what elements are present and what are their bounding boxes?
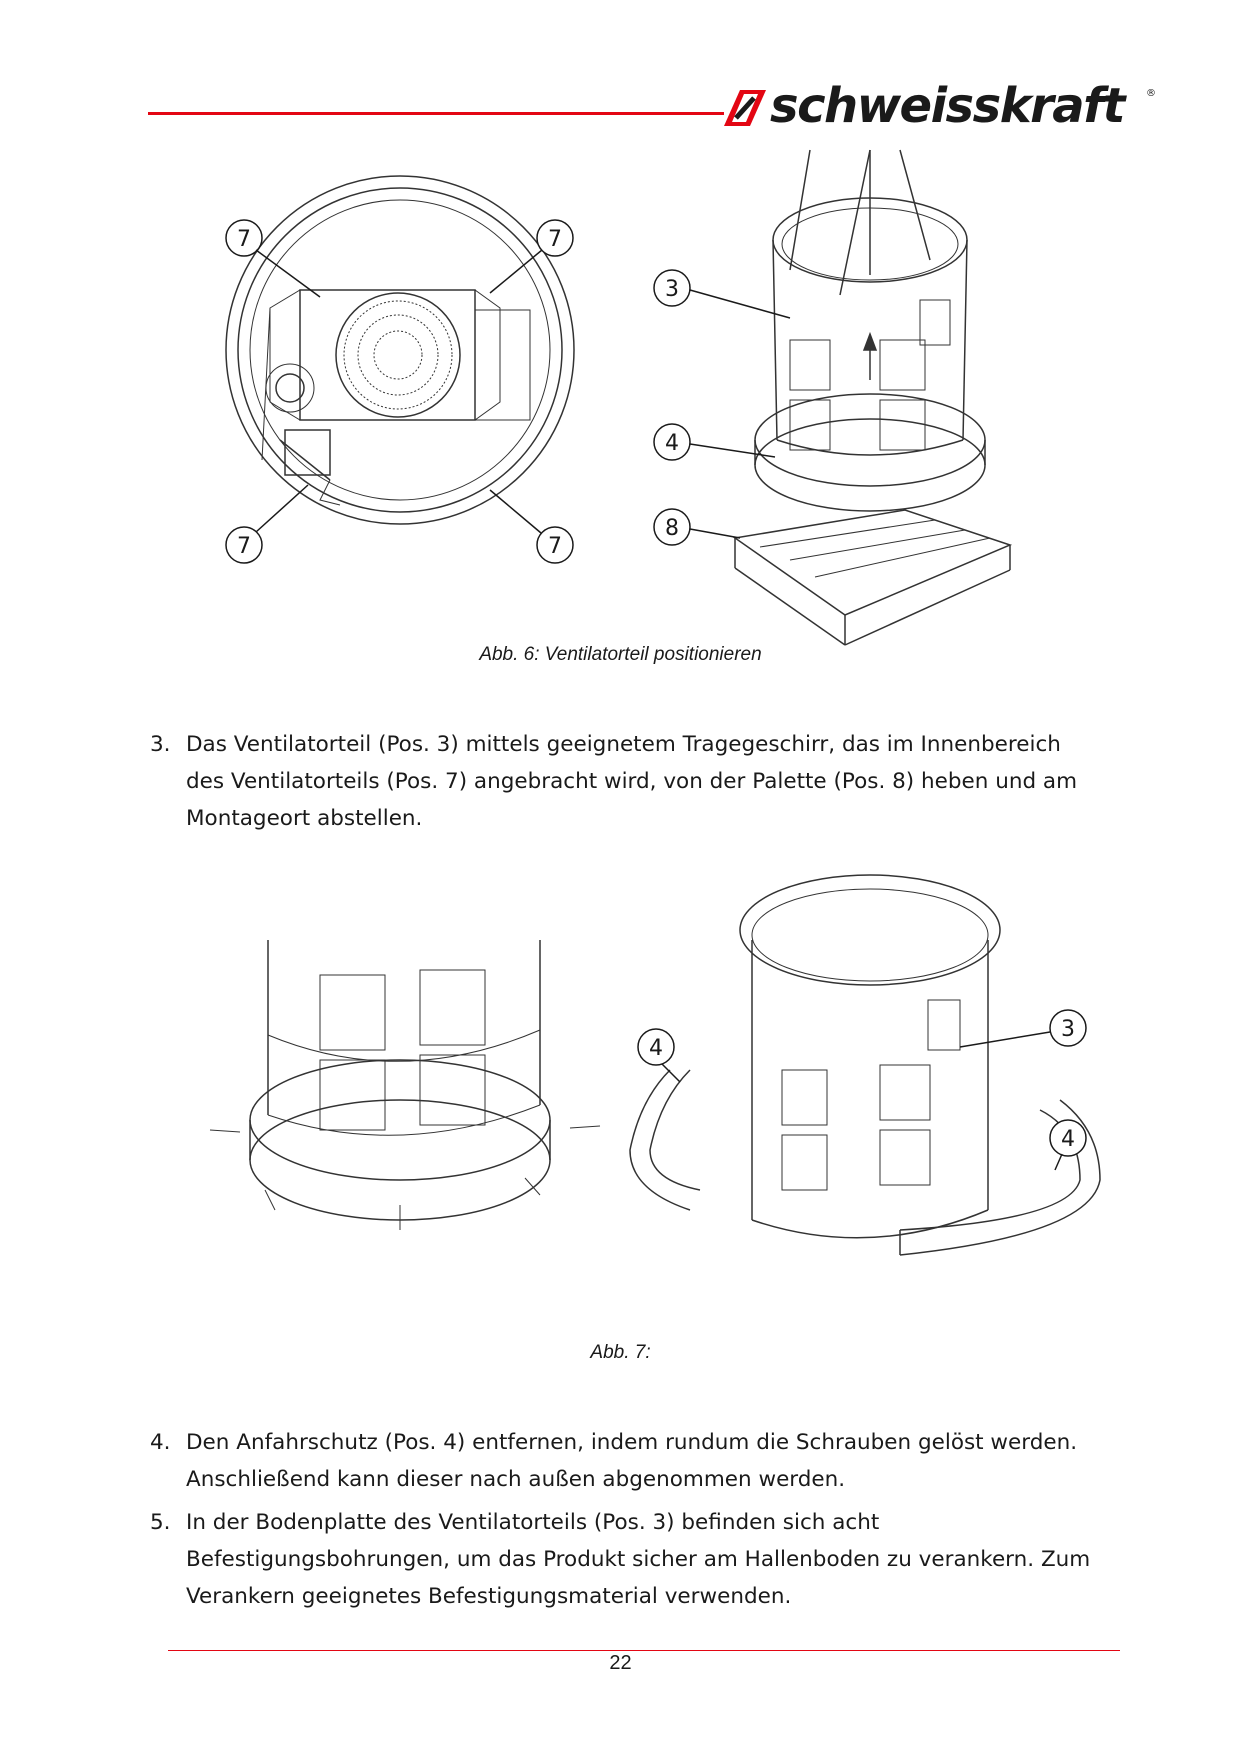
step-number: 5. (150, 1510, 171, 1535)
header-rule (148, 112, 724, 115)
ventilator-guard-view (630, 875, 1100, 1255)
figure-6-caption: Abb. 6: Ventilatorteil positionieren (479, 644, 762, 665)
callout-3: 3 (665, 277, 679, 302)
base-detail-view (210, 940, 600, 1230)
ventilator-top-view (226, 176, 574, 524)
logo-mark-icon (722, 88, 768, 128)
callout-7a: 7 (237, 227, 251, 252)
step-4 (150, 1424, 1100, 1504)
callout-3: 3 (1061, 1017, 1075, 1042)
callouts-right (654, 270, 790, 545)
callout-4-left: 4 (649, 1036, 663, 1061)
callouts-fig7 (638, 1010, 1086, 1170)
figure-6 (0, 140, 1241, 640)
callout-8: 8 (665, 516, 679, 541)
step-number: 3. (150, 732, 171, 757)
figure-7-drawing (0, 860, 1241, 1320)
step-5 (150, 1504, 1100, 1624)
figure-6-drawing (0, 140, 1241, 640)
step-text: Das Ventilatorteil (Pos. 3) mittels geeignetem Tragegeschirr, das im Innenbereich des Ventilatorteils (Pos. 7) angebracht wird, von der Palette (Pos. 8) heben und am Montageort abstellen. (186, 732, 1078, 831)
step-text: In der Bodenplatte des Ventilatorteils (Pos. 3) befinden sich acht Befestigungsbohrungen, um das Produkt sicher am Hallenboden zu verankern. Zum Verankern geeignetes Befestigungsmaterial verwenden. (186, 1510, 1091, 1609)
brand-name: schweisskraft (770, 78, 1124, 134)
callout-4-right: 4 (1061, 1127, 1075, 1152)
step-3 (150, 726, 1100, 846)
step-number: 4. (150, 1430, 171, 1455)
figure-7-caption: Abb. 7: (590, 1342, 651, 1363)
registered-mark: ® (1146, 88, 1156, 99)
brand-logo (722, 78, 1172, 136)
callout-7b: 7 (548, 227, 562, 252)
page-number: 22 (609, 1652, 632, 1674)
ventilator-lift-view (735, 150, 1010, 645)
figure-7 (0, 860, 1241, 1320)
callout-4: 4 (665, 431, 679, 456)
callout-7c: 7 (237, 534, 251, 559)
step-text: Den Anfahrschutz (Pos. 4) entfernen, indem rundum die Schrauben gelöst werden. Anschließend kann dieser nach außen abgenommen werden. (186, 1430, 1078, 1492)
footer-rule (168, 1650, 1120, 1651)
callout-7d: 7 (548, 534, 562, 559)
